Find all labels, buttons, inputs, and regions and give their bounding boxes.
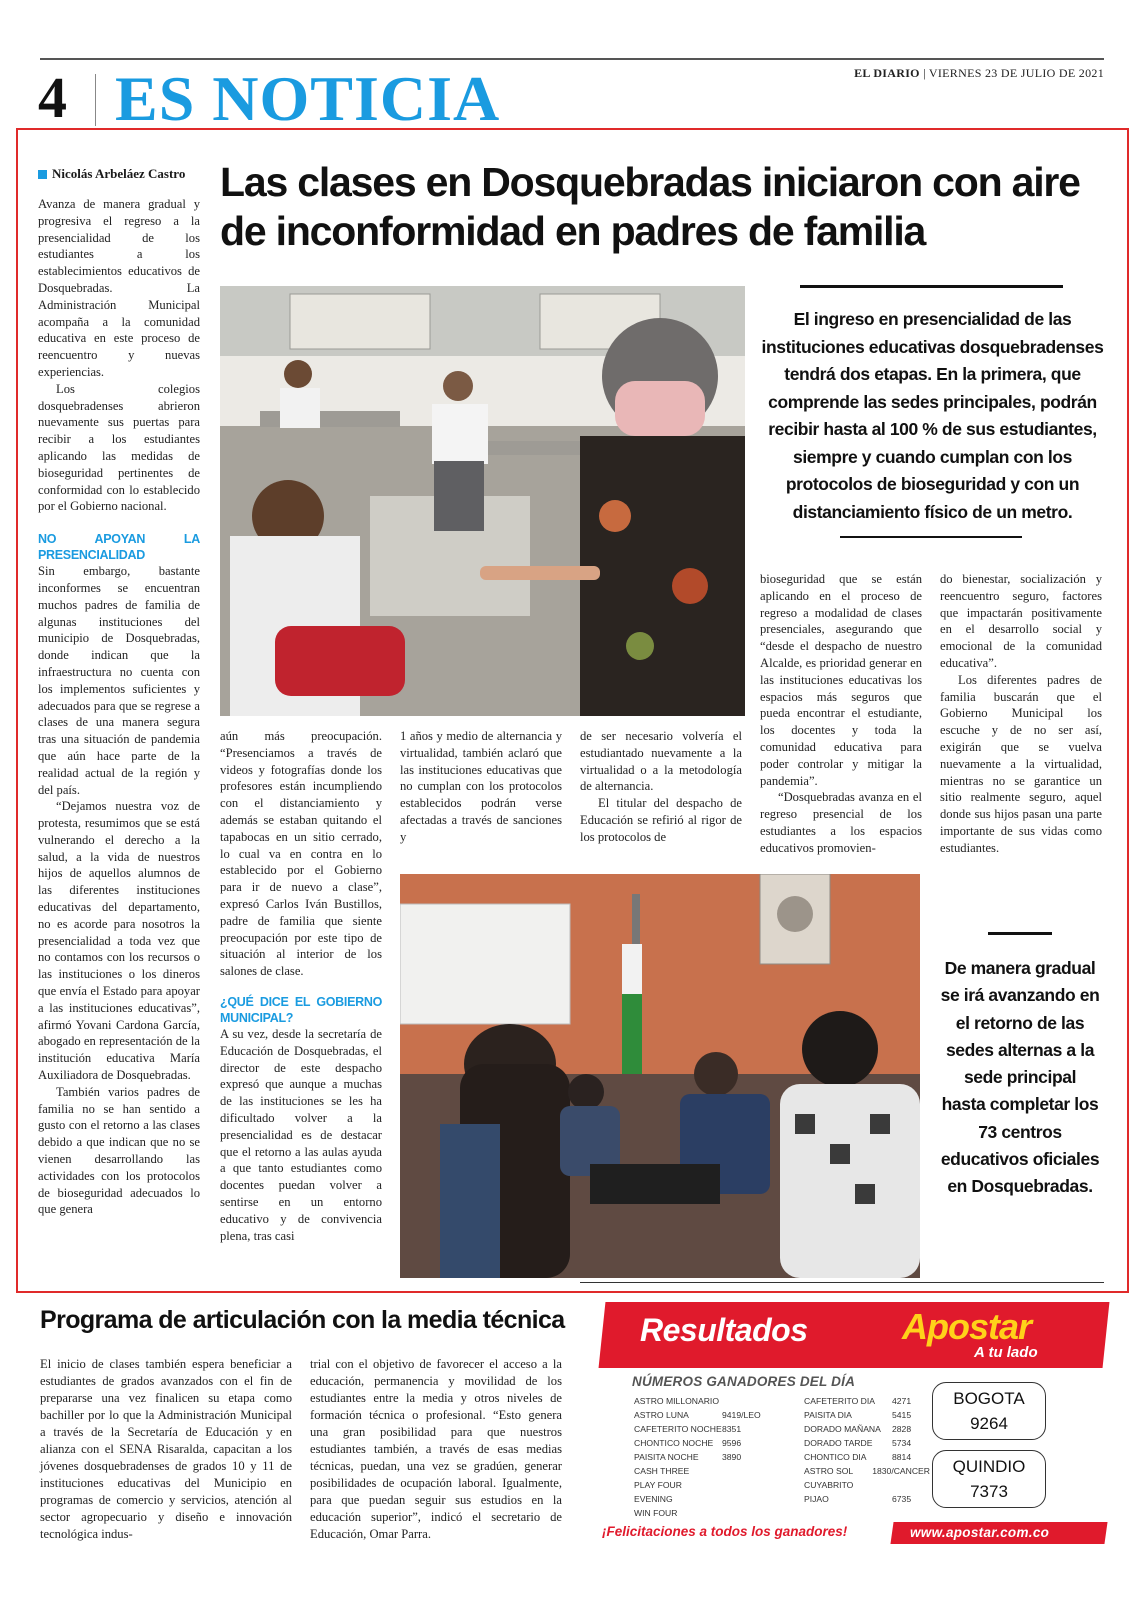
- secondary-column-2: trial con el objetivo de favorecer el acceso a la educación, permanencia y movilidad de los estudiantes entre la media y otros niveles de formación técnica o profesional. “Esto genera una gran posibilidad para que nuestros estudiantes también, a través de esas medias técnicas, puedan, una vez se gradúen, generar posibilidades de ocupación laboral. Igualmente, para que puedan seguir sus estudios en la educación superior”, indicó el secretario de Educación, Omar Parra.: [310, 1357, 562, 1541]
- results-list-left: [634, 1394, 774, 1520]
- pullquote-rule: [800, 285, 1063, 288]
- paragraph: “Dosquebradas avanza en el regreso presencial de los estudiantes a los espacios educativos promovien-: [760, 790, 922, 855]
- article-column-2: [220, 728, 382, 1244]
- apostar-logo: Apostar: [902, 1306, 1032, 1347]
- result-row: CAFETERITO DIA 4271: [804, 1396, 912, 1406]
- paragraph: bioseguridad que se están aplicando en el proceso de regreso a modalidad de clases presenciales, asegurando que “desde el despacho de nuestro Alcalde, es prioridad generar en las instituciones educativas los espacios más seguros que pueda encontrar el estudiante, los docentes y toda la comunidad educativa para poder controlar y mitigar la pandemia”.: [760, 572, 922, 788]
- paragraph: Sin embargo, bastante inconformes se encuentran muchos padres de familia de algunas instituciones del municipio de Dosquebradas, donde indican que la infraestructura no cuenta con los implementos suficientes y adecuados para que se regrese a clases de una manera segura tras una situación de pandemia que aún hace parte de la realidad actual de la región y del país.: [38, 564, 200, 797]
- result-row: PAISITA NOCHE 3890: [634, 1452, 742, 1462]
- result-row: CHONTICO DIA 8814: [804, 1452, 912, 1462]
- section-title: ES NOTICIA: [115, 63, 501, 134]
- paper-name: EL DIARIO: [854, 66, 920, 80]
- paragraph: de ser necesario volvería el estudiantado nuevamente a la virtualidad o a la metodología de alternancia.: [580, 729, 742, 794]
- students-photo: [400, 874, 920, 1278]
- article-column-6: [940, 571, 1102, 857]
- page-number: 4: [38, 65, 67, 130]
- paragraph: do bienestar, socialización y reencuentro seguro, factores que impactarán positivamente en el desarrollo social y emocional de la comunidad educativa”.: [940, 572, 1102, 670]
- paragraph: Los diferentes padres de familia buscarán que el Gobierno Municipal los escuche y de no ser así, exigirán que se vuelva nuevamente a la virtualidad, mientras no se garantice un sitio realmente seguro, aquel donde sus hijos pasan una parte importante de sus vidas como estudiantes.: [940, 672, 1102, 855]
- result-row: PIJAO 6735: [804, 1494, 912, 1504]
- result-row: ASTRO SOL 1830/CANCER: [804, 1466, 930, 1476]
- paragraph: Avanza de manera gradual y progresiva el regreso a la presencialidad de los estudiantes a los establecimientos educativos de Dosquebradas. La Administración Municipal acompaña a la comunidad educativa en este proceso de reencuentro y nuevas experiencias.: [38, 197, 200, 379]
- ad-subtitle: NÚMEROS GANADORES DEL DÍA: [632, 1374, 856, 1389]
- issue-date: VIERNES 23 DE JULIO DE 2021: [928, 66, 1104, 80]
- byline: [38, 166, 185, 182]
- result-row: DORADO TARDE 5734: [804, 1438, 912, 1448]
- article-headline: Las clases en Dosquebradas iniciaron con aire de inconformidad en padres de familia: [220, 159, 1080, 254]
- secondary-column-1: El inicio de clases también espera beneficiar a estudiantes de grados avanzados con el fin de prepararse una vez finalicen su etapa como bachiller por lo que la Administración Municipal a través de la Secretaría de Educación y en alianza con el SENA Risaralda, capacitan a los jóvenes dosquebradenses de grados 10 y 11 de instituciones educativas del Municipio en programas de comercio y servicios, atención al sector agropecuario y diseño e innovación tecnológica indus-: [40, 1357, 292, 1541]
- result-row: WIN FOUR: [634, 1508, 678, 1518]
- article-column-1: [38, 196, 200, 1218]
- pullquote-rule: [988, 932, 1052, 935]
- bogota-result-box: BOGOTA 9264: [932, 1382, 1046, 1440]
- paragraph: El titular del despacho de Educación se refirió al rigor de los protocolos de: [580, 796, 742, 844]
- article-column-4: [580, 728, 742, 846]
- results-list-right: [804, 1394, 930, 1506]
- subheading: ¿QUÉ DICE EL GOBIERNO MUNICIPAL?: [220, 994, 382, 1025]
- result-row: EVENING: [634, 1494, 673, 1504]
- result-row: PAISITA DIA 5415: [804, 1410, 912, 1420]
- pullquote-2: De manera gradual se irá avanzando en el retorno de las sedes alternas a la sede principal hasta completar los 73 centros educativos oficiales en Dosquebradas.: [940, 958, 1100, 1197]
- result-row: PLAY FOUR: [634, 1480, 682, 1490]
- paragraph: 1 años y medio de alternancia y virtualidad, también aclaró que las instituciones educativas que no cumplan con los protocolos establecidos podrán verse afectadas a través de sanciones y: [400, 729, 562, 844]
- pullquote-1: El ingreso en presencialidad de las instituciones educativas dosquebradenses tendrá dos etapas. En la primera, que comprende las sedes principales, podrán recibir hasta al 100 % de sus estudiantes, siempre y cuando cumplan con los protocolos de bioseguridad y con un distanciamiento físico de un metro.: [761, 309, 1104, 522]
- dateline: EL DIARIO | VIERNES 23 DE JULIO DE 2021: [854, 66, 1104, 80]
- result-row: DORADO MAÑANA 2828: [804, 1424, 912, 1434]
- lottery-ad: [602, 1302, 1106, 1548]
- header-separator: [95, 74, 96, 126]
- divider: [580, 1282, 1104, 1283]
- author: Nicolás Arbeláez Castro: [52, 166, 186, 181]
- result-row: CASH THREE: [634, 1466, 690, 1476]
- subheading: NO APOYAN LA PRESENCIALIDAD: [38, 532, 200, 563]
- result-row: CAFETERITO NOCHE 8351: [634, 1424, 742, 1434]
- paragraph: aún más preocupación. “Presenciamos a través de videos y fotografías donde los profesores están incumpliendo con el distanciamiento y además se estaban quitando el tapabocas en un sitio cerrado, lo cual va en contra en lo establecido por el Gobierno para ir de nuevo a clase”, expresó Carlos Iván Bustillos, padre de familia que siente preocupación por este tipo de situación al interior de los salones de clase.: [220, 729, 382, 979]
- ad-congrats: ¡Felicitaciones a todos los ganadores!: [602, 1524, 848, 1539]
- paragraph: Los colegios dosquebradenses abrieron nuevamente sus puertas para recibir a los estudiantes aplicando las medidas de bioseguridad pertinentes de conformidad con lo establecido por el Gobierno nacional.: [38, 381, 200, 514]
- result-row: ASTRO MILLONARIO: [634, 1396, 719, 1406]
- article-column-3: [400, 728, 562, 846]
- classroom-photo: [220, 286, 745, 716]
- top-rule: [40, 58, 1104, 60]
- paragraph: “Dejamos nuestra voz de protesta, resumimos que se está vulnerando el derecho a la salud, a la vida de nuestros hijos de aquellos alumnos de las diferentes instituciones educativas del departamento, no es acorde para nosotros la presencialidad a toda vez que no contamos con los recursos o las instituciones o los dineros que envía el Estado para apoyar a las instituciones educativas”, afirmó Yovani Cardona García, abogado en representación de la institución educativa María Auxiliadora de Dosquebradas.: [38, 799, 200, 1083]
- pullquote-rule: [840, 536, 1022, 538]
- quindio-result-box: QUINDIO 7373: [932, 1450, 1046, 1508]
- ad-url: www.apostar.com.co: [910, 1525, 1050, 1540]
- article-column-5: [760, 571, 922, 857]
- secondary-headline: Programa de articulación con la media técnica: [40, 1306, 565, 1334]
- ad-footer: [602, 1522, 1106, 1546]
- ad-title: Resultados: [640, 1312, 808, 1348]
- ad-tagline: A tu lado: [974, 1344, 1038, 1361]
- byline-marker: [38, 170, 47, 179]
- paragraph: A su vez, desde la secretaría de Educación de Dosquebradas, el director de este despacho expresó que aunque a muchas de las instituciones se les ha dificultado volver a la presencialidad es de destacar que el retorno a las aulas ayuda a que tanto estudiantes como docentes puedan volver a sentirse en un entorno educativo y de convivencia plena, tras casi: [220, 1026, 382, 1243]
- result-row: CHONTICO NOCHE 9596: [634, 1438, 742, 1448]
- result-row: ASTRO LUNA 9419/LEO: [634, 1410, 761, 1420]
- paragraph: También varios padres de familia no se han sentido a gusto con el retorno a las clases debido a que indican que no se vienen desarrollando las actividades con los protocolos de bioseguridad adecuados lo que genera: [38, 1084, 200, 1217]
- result-row: CUYABRITO: [804, 1480, 854, 1490]
